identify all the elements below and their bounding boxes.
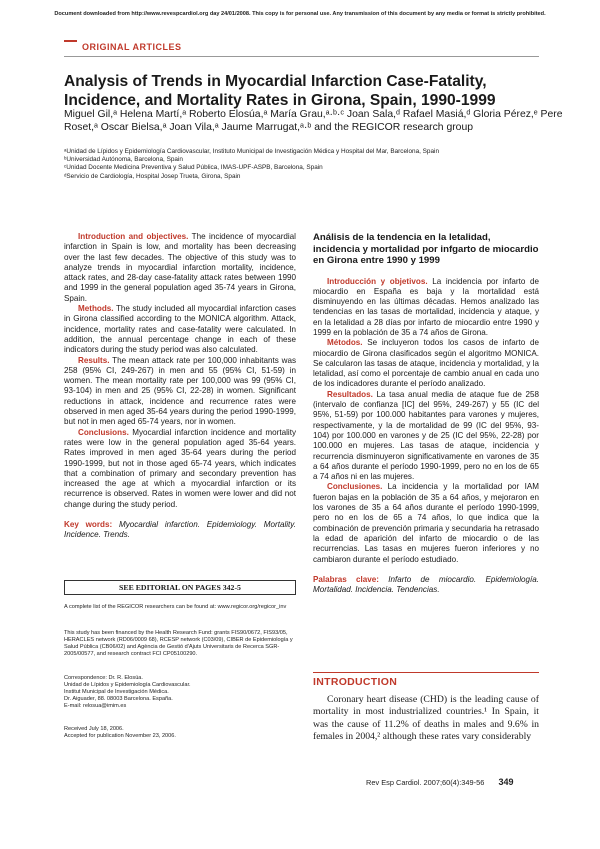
correspondence-email: E-mail: relosua@imim.es (64, 703, 127, 709)
affiliation-d: ᵈServicio de Cardiología, Hospital Josep Trueta, Girona, Spain (64, 172, 241, 180)
abstract-methods-label: Methods. (78, 304, 114, 314)
palabras-clave-label: Palabras clave: (313, 574, 379, 584)
resumen-intro-text: La incidencia por infarto de miocardio en España es baja y la mortalidad está disminuyendo en las últimas décadas. Hemos analizado las tendencias en las tasas de mortalidad, incidencia y ataque, y en la letalidad a 28 días por infarto de miocardio entre 1990 y 1999 en la población de 35 a 74 años de Girona. (313, 276, 539, 337)
page-number: 349 (498, 777, 514, 787)
abstract-methods-text: The study included all myocardial infarction cases in Girona classified according to the MONICA algorithm. Attack, incidence, mortality rates and case-fatality were calculated. In addition, the annual percentage change in each of these indicators during the study period was also calculated. (64, 304, 296, 355)
regicor-note-text: A complete list of the REGICOR researchers can be found at: www.regicor.org/regicor_inv (64, 604, 287, 610)
resumen-intro-label: Introducción y objetivos. (327, 276, 428, 286)
keywords-text: Myocardial infarction. Epidemiology. Mortality. Incidence. Trends. (64, 520, 296, 540)
affiliation-b: ᵇUniversidad Autónoma, Barcelona, Spain (64, 156, 183, 164)
resumen-intro (313, 277, 539, 339)
resumen-conclusions-text: La incidencia y la mortalidad por IAM fueron bajas en la población de 35 a 64 años, y mejoraron en los varones de 35 a 64 años durante el período 1990-1999, pero no en los de 65 a 74 años, lo que indica que la combinación de prevención primaria y secundaria ha retrasado la edad de aparición del infarto de miocardio o de las recurrencias. Las tasas en mujeres fueron inferiores y no cambiaron durante el período estudiado. (313, 482, 539, 564)
abstract-results-text: The mean attack rate per 100,000 inhabitants was 258 (95% CI, 249-267) in men and 55 (95% CI, 51-59) in women. The mean mortality rate per 100,000 was 99 (95% CI, 93-104) in men and 25 (95% CI, 22-28) in women. Significant reductions in attack, incidence and recurrence rates were observed in men aged 35-64 years during the period 1990-1999, but not in men aged 65-74 years, nor in women. (64, 355, 296, 427)
resumen-methods-text: Se incluyeron todos los casos de infarto de miocardio de Girona clasificados según el algoritmo MONICA. Se calcularon las tasas de ataque, incidencia y mortalidad, y la letalidad, así como el porcentaje de cambio anual en cada uno de los indicadores durante el período analizado. (313, 338, 539, 389)
funding-note (64, 630, 304, 658)
section-rule-bottom (64, 56, 539, 57)
abstract-intro (64, 232, 296, 304)
abstract-conclusions-label: Conclusions. (78, 427, 129, 437)
download-notice: Document downloaded from http://www.revespcardiol.org day 24/01/2008. This copy is for personal use. Any transmission of this document by any media or format is strictly prohibited. (54, 11, 546, 17)
introduction-rule (313, 672, 539, 673)
regicor-note (64, 604, 304, 611)
resumen-methods (313, 338, 539, 389)
correspondence-block (64, 675, 304, 710)
correspondence-line: Unidad de Lípidos y Epidemiología Cardiovascular. (64, 682, 191, 688)
author-list: Miguel Gil,ᵃ Helena Martí,ᵃ Roberto Elosúa,ᵃ María Grau,ᵃ·ᵇ·ᶜ Joan Sala,ᵈ Rafael Masiá,ᵈ Gloria Pérez,ᵉ Pere Roset,ᵃ Oscar Bielsa,ᵃ Joan Vila,ᵃ Jaume Marrugat,ᵃ·ᵇ and the REGICOR research group (64, 109, 563, 133)
funding-note-text: This study has been financed by the Health Research Fund: grants FIS90/0672, FIS93/05, HERACLES network (RD06/0009 68), RCESP network (C03/09), CIBER de Epidemiología y Salud Pública (CB06/02) and Agència de Gestió d'Ajuts Universitaris de Recerca SGR-2005/00577, and research contract FCI CP05100290. (64, 630, 293, 657)
resumen-results (313, 390, 539, 483)
section-label: ORIGINAL ARTICLES (82, 42, 182, 52)
abstract-english (64, 232, 296, 541)
abstract-results (64, 356, 296, 428)
page-footer (366, 777, 513, 787)
palabras-clave-text: Infarto de miocardio. Epidemiología. Mortalidad. Incidencia. Tendencias. (313, 574, 539, 595)
resumen-results-text: La tasa anual media de ataque fue de 258 (intervalo de confianza [IC] del 95%, 249-267) y 55 (IC del 95%, 51-59) por 100.000 habitantes para varones y mujeres, respectivamente, y la de mortalidad de 99 (IC del 95%, 93-104) por 100.000 en varones y de 25 (IC del 95%, 22-28) por 100.000 en mujeres. Las tasas de ataque, incidencia y recurrencia disminuyeron significativamente en varones de 35 a 64 años durante el período 1990-1999, pero no en los de 65 a 74 años ni en las mujeres. (313, 389, 539, 482)
editorial-reference-box: SEE EDITORIAL ON PAGES 342-5 (64, 580, 296, 595)
correspondence-line: Institut Municipal de Investigación Médica. (64, 689, 169, 695)
abstract-intro-text: The incidence of myocardial infarction in Spain is low, and mortality has been decreasing over the last few decades. The objective of this study was to analyze trends in myocardial infarction mortality, incidence, attack rates, and 28-day case-fatality attack rates between 1990 and 1999 in the general population aged 35-74 years in Girona, Spain. (64, 232, 296, 303)
article-title: Analysis of Trends in Myocardial Infarction Case-Fatality, Incidence, and Mortality Rates in Girona, Spain, 1990-1999 (64, 73, 496, 109)
correspondence-line: Dr. Aiguader, 88. 08003 Barcelona. España. (64, 696, 173, 702)
resumen-conclusions-label: Conclusiones. (327, 482, 383, 492)
abstract-intro-label: Introduction and objectives. (78, 232, 189, 241)
keywords-label: Key words: (64, 520, 113, 530)
affiliation-c: ᶜUnidad Docente Medicina Preventiva y Salud Pública, IMAS-UPF-ASPB, Barcelona, Spain (64, 164, 323, 172)
resumen-conclusions (313, 482, 539, 564)
abstract-methods (64, 304, 296, 355)
spanish-title: Análisis de la tendencia en la letalidad, incidencia y mortalidad por infgarto de miocardio en Girona entre 1990 y 1999 (313, 232, 539, 266)
introduction-text: Coronary heart disease (CHD) is the leading cause of mortality in most industrialized countries.¹ In Spain, it was the cause of 11.2% of deaths in males and 9.6% in females in 2004,² although these rates vary considerably (313, 694, 539, 742)
resumen-results-label: Resultados. (327, 389, 373, 399)
resumen-keywords (313, 575, 539, 596)
introduction-heading: INTRODUCTION (313, 676, 398, 688)
journal-citation: Rev Esp Cardiol. 2007;60(4):349-56 (366, 778, 485, 787)
correspondence-line: Correspondence: Dr. R. Elosúa. (64, 675, 143, 681)
received-date: Received July 18, 2006. (64, 726, 124, 732)
resumen-methods-label: Métodos. (327, 338, 363, 348)
affiliation-a: ᵃUnidad de Lípidos y Epidemiología Cardiovascular, Instituto Municipal de Investigación Médica y Hospital del Mar, Barcelona, Spain (64, 148, 440, 155)
abstract-keywords (64, 520, 296, 541)
abstract-conclusions (64, 428, 296, 510)
accepted-date: Accepted for publication November 23, 2006. (64, 733, 176, 739)
abstract-results-label: Results. (78, 355, 110, 365)
abstract-spanish (313, 232, 539, 595)
affiliations (64, 148, 484, 181)
dates-block (64, 726, 304, 740)
section-rule-top (64, 40, 77, 42)
abstract-conclusions-text: Myocardial infarction incidence and mortality rates were low in the general population aged 35-64 years. Rates improved in men aged 35-64 years during the period 1990-1999, but not in those aged 65-74 years, which indicates that a combination of primary and secondary prevention has increased the age at which a myocardial infarction or its recurrence is observed. Rates in women were lower and did not change during the study period. (64, 427, 296, 509)
